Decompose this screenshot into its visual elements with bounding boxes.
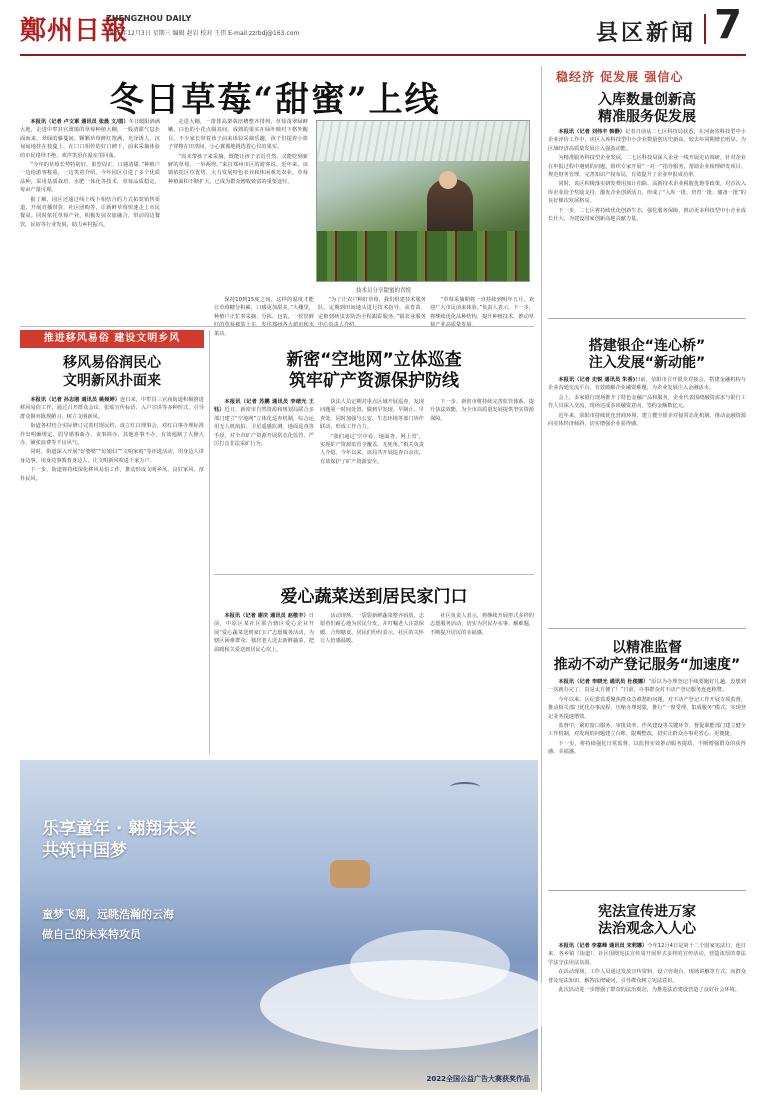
divider-article1	[548, 318, 746, 319]
poster-bird-icon	[450, 782, 480, 792]
mid2-article-col3: 社区负责人表示，将继续开展形式多样的志愿服务活动，切实为居民办实事、解难题，不断提升居民的幸福感。	[430, 613, 534, 636]
main-article-col3: 保持10到15度之间，这样的温度才能让草莓糖分积累，口感更加甜美。”大棚里，种植户正忙着采摘、分拣、包装，一筐筐鲜 果店。	[214, 297, 314, 337]
public-service-poster	[20, 760, 538, 1090]
divider-right-column	[541, 66, 542, 1092]
mid2-article-title: 爱心蔬菜送到居民家门口	[280, 587, 468, 607]
photo-caption: 技术员分享甜蜜的喜悦	[356, 288, 412, 294]
campaign-banner: 推进移风易俗 建设文明乡风	[20, 330, 204, 348]
divider-main-bottom	[20, 326, 534, 327]
article1-title: 入库数量创新高 精准服务促发展	[598, 92, 696, 125]
page-number: 7	[714, 2, 742, 48]
paper-english-name: ZHENGZHOU DAILY	[106, 14, 192, 23]
technician-face	[439, 171, 457, 189]
poster-credit: 2022全国公益广告大赛获奖作品	[426, 1075, 530, 1083]
divider-left-box	[209, 330, 210, 754]
main-byline: 本报讯（记者 卢文軍 通讯员 张晨 文/图）	[30, 119, 129, 125]
greenhouse-roof	[317, 121, 529, 161]
mid-article-title: 新密“空地网”立体巡查 筑牢矿产资源保护防线	[286, 350, 462, 391]
strawberry-greenhouse-photo	[316, 120, 530, 282]
divider-mid	[214, 574, 534, 575]
mid-article-col1: 本报讯（记者 苏鹏 通讯员 李绪光 王钰）近日，新密市自然资源和规划局联合多部门建立“空地网”立体化巡查机制，综合运用无人机航拍、卫星遥感监测、地面巡查等手段，对全市矿产资源开展常态化监管，严厉打击非法采矿行为。	[214, 399, 314, 448]
article1-body: 本报讯（记者 刘伟丰 韩静）记者日前从二七区科技局获悉，在河南省科技型中小企业评价工作中，该区入库科技型中小企业数量创历史新高，较去年同期增长明显，为区域经济高质量发展注入强劲动能。 为精准服务科技型企业发展，二七区科技局深入企业一线开展走访调研，针对企业在申报过程中遇到的问题，组织专家开展“一对一”指导服务，帮助企业梳理研发项目、规范财务管理、完善知识产权布局，有效提升了企业申报成功率。 同时，该区积极落实研发费用加计扣除、高新技术企业税收优惠等政策，对首次入库企业给予奖励支持，激发企业创新活力，形成了“入库一批、培育一批、储备一批”的良好梯次发展格局。 下一步，二七区将持续优化创新生态，强化服务保障，推动更多科技型中小企业成长壮大，为建设国家创新高地贡献力量。	[548, 129, 746, 223]
masthead	[20, 2, 746, 56]
article3-body: 本报讯（记者 李晓光 通讯员 杜俊娜）“原以为办理登记手续要跑好几趟，没想到一次就办完了，真是太方便了！”日前，办事群众对不动产登记服务连连称赞。 今年以来，区纪委监委聚焦群众急难愁盼问题，对不动产登记工作开展专项监督，推动相关部门优化办事流程、压缩办理时限，推行“一窗受理、集成服务”模式，实现登记业务提速增效。 监督中，紧盯窗口服务、审批效率、作风建设等关键环节，督促职能部门建立健全工作机制，对发现的问题建立台账、限期整改，切实让群众办事更省心、更便捷。 下一步，将持续强化日常监督，以监督实效推动服务提质，不断增强群众的获得感、幸福感。	[548, 679, 746, 756]
mid-article-col3: 下一步，新密市将持续完善监管体系，提升执法效能，为全市高质量发展提供坚实资源保障。	[430, 399, 534, 422]
issue-line: 2025年12月3日 星期三 编辑 赵岩 校对 王伟 E-mail:zzrbdj@163.com	[106, 30, 300, 37]
newspaper-logo: 鄭州日報	[20, 16, 129, 46]
poster-headline-2: 共筑中国梦	[42, 841, 127, 861]
main-article-col4: “为了让农户种好草莓，我们组建技术服务队，定期到田间地头进行技术指导，从育苗、定植到病虫害防治全程跟踪服务。”镇农业服务	[318, 297, 426, 320]
main-article-col1: 本报讯（记者 卢文軍 通讯员 张晨 文/图）冬日暖阳洒满大地，走进中牟县官渡镇的草莓种植大棚，一股清甜气息扑面而来，翠绿的藤蔓间，颗颗草莓鲜红饱满，光泽诱人，沉甸甸地挂在枝蔓上，在口口相传的好口碑下，前来采摘体验的市民络绎不绝，欢声笑语在温室里回荡。 “今年的草莓长势特别好，果型周正、口感清甜。”种植户一边给游客称重，一边笑着介绍。今年园区引进了多个优质品种，采用基质栽培、水肥一体化等技术，草莓品质稳定，每亩产量可观。 据了解，园区还通过线上线下相结合的方式拓宽销售渠道，开展直播带货、社区团购等，让新鲜草莓快速走上市民餐桌。同时依托草莓产业，积极发展农旅融合，带动周边餐饮、民宿等行业发展，助力乡村振兴。	[20, 119, 160, 228]
poster-child-figure	[330, 860, 370, 888]
section-name: 县区新闻	[595, 21, 696, 46]
left-article-body: 本报讯（记者 孙志刚 通讯员 姚娅婷）连日来，中牟县三官庙街道积极推进移风易俗工作，通过召开群众会议、张贴宣传标语、入户宣讲等多种形式，引导群众摒弃陈规陋习，树立文明新风。 街道各村结合实际修订完善村规民约，成立红白理事会，对红白事办理标准作出明确规定，倡导婚事新办、丧事简办、其他喜事不办，有效遏制了大操大办、铺张浪费等不良风气。 同时，街道深入开展“好婆婆”“好媳妇”“文明家庭”等评选活动，用身边人讲身边事，用身边事教育身边人，让文明新风吹进千家万户。 下一步，街道将持续深化移风易俗工作，推动形成文明乡风、良好家风、淳朴民风。	[20, 397, 204, 482]
article3-title: 以精准监督 推动不动产登记服务“加速度”	[553, 640, 741, 673]
mid-article-col2: 执法人员定期对重点区域开展巡查，发现问题第一时间处置，做到早发现、早制止、早查处。同时加强与公安、生态环境等部门协作联动，形成工作合力。 “我们通过‘空中看、地面查、网上管’，实现矿产资源监管全覆盖、无死角。”相关负责人介绍。今年以来，该局共开展巡查百余次，有效保护了矿产资源安全。	[320, 399, 424, 465]
article4-title: 宪法宣传进万家 法治观念入人心	[598, 904, 696, 937]
mid2-article-col1: 本报讯（记者 谢庆 通讯员 赵敬丰）日前，中原区某社区联合辖区爱心企业开展“爱心蔬菜送到家门口”志愿服务活动，为辖区困难群众、独居老人送去新鲜蔬菜，把温暖和关爱送到居民心坎上。	[214, 613, 314, 653]
poster-subline-1: 童梦飞翔，远眺浩瀚的云海	[42, 908, 174, 921]
main-article-col2: 走进大棚，一排排高架栽培槽整齐排列，草莓苗翠绿鲜嫩，白色的小花点缀其间，成熟的果实在绿叶映衬下格外醒目。不少家长带着孩子前来体验采摘乐趣，孩子们提着小篮子穿梭在田垄间，小心翼翼地挑选着心仪的果实。 “周末带孩子来采摘，既能让孩子亲近自然，又能吃到新鲜的草莓，一举两得。”来自郑州市区的游客说。近年来，该镇依托区位优势，大力发展特色农业和休闲观光农业，草莓种植面积不断扩大，已成为群众增收致富的重要途径。	[168, 119, 308, 185]
left-article-title: 移风易俗润民心 文明新风扑面来	[63, 355, 161, 389]
poster-subline-2: 做自己的未来特攻员	[42, 928, 141, 941]
article4-body: 本报讯（记者 李嘉峰 通讯员 宋莉娜）今年12月4日是第十二个国家宪法日，连日来，各乡镇（街道）、社区围绕宪法宣传周开展形式多样的宣传活动，营造浓厚的尊法学法守法用法氛围。 在活动现场，工作人员通过发放宣传资料、设立咨询台、现场讲解等方式，向群众普及宪法知识，解答法律疑问，引导群众树立宪法意识。 此次活动进一步增强了群众的法治观念，为推进法治建设营造了良好社会环境。	[548, 943, 746, 994]
campaign-tagline: 稳经济 促发展 强信心	[556, 70, 684, 84]
article2-body: 本报讯（记者 史锐 通讯员 朱香)日前，荥阳市召开银企对接会，搭建金融机构与企业沟通交流平台，有效破解企业融资难题，为企业发展注入金融活水。 会上，多家银行现场推介了特色金融产品和服务，企业代表围绕融资需求与银行工作人员深入交流，现场达成多项融资意向，签约金额数亿元。 近年来，荥阳市持续优化营商环境，建立健全银企对接常态化机制，推动金融资源向实体经济倾斜，切实增强企业获得感。	[548, 377, 746, 428]
main-headline: 冬日草莓“甜蜜”上线	[109, 80, 441, 120]
main-article-col5: “草莓采摘期将一直持续到明年五月，欢迎广大市民前来体验。”负责人表示，下一步，将继续优化品种结构，提升种植技术，推动草	[430, 297, 534, 320]
page-separator	[704, 14, 706, 44]
divider-article3	[548, 890, 746, 891]
poster-headline-1: 乐享童年 · 翱翔未来	[42, 819, 197, 839]
divider-article2	[548, 628, 746, 629]
poster-cloud-small	[350, 930, 510, 1000]
strawberry-rows	[317, 231, 529, 281]
article2-title: 搭建银企“连心桥” 注入发展“新动能”	[588, 338, 706, 371]
mid2-article-col2: 活动现场，一袋袋新鲜蔬菜整齐码放，志愿者们耐心地为居民分发，并叮嘱老人注意保暖、合理膳食。居民们纷纷表示，社区的关怀让人倍感温暖。	[320, 613, 424, 645]
